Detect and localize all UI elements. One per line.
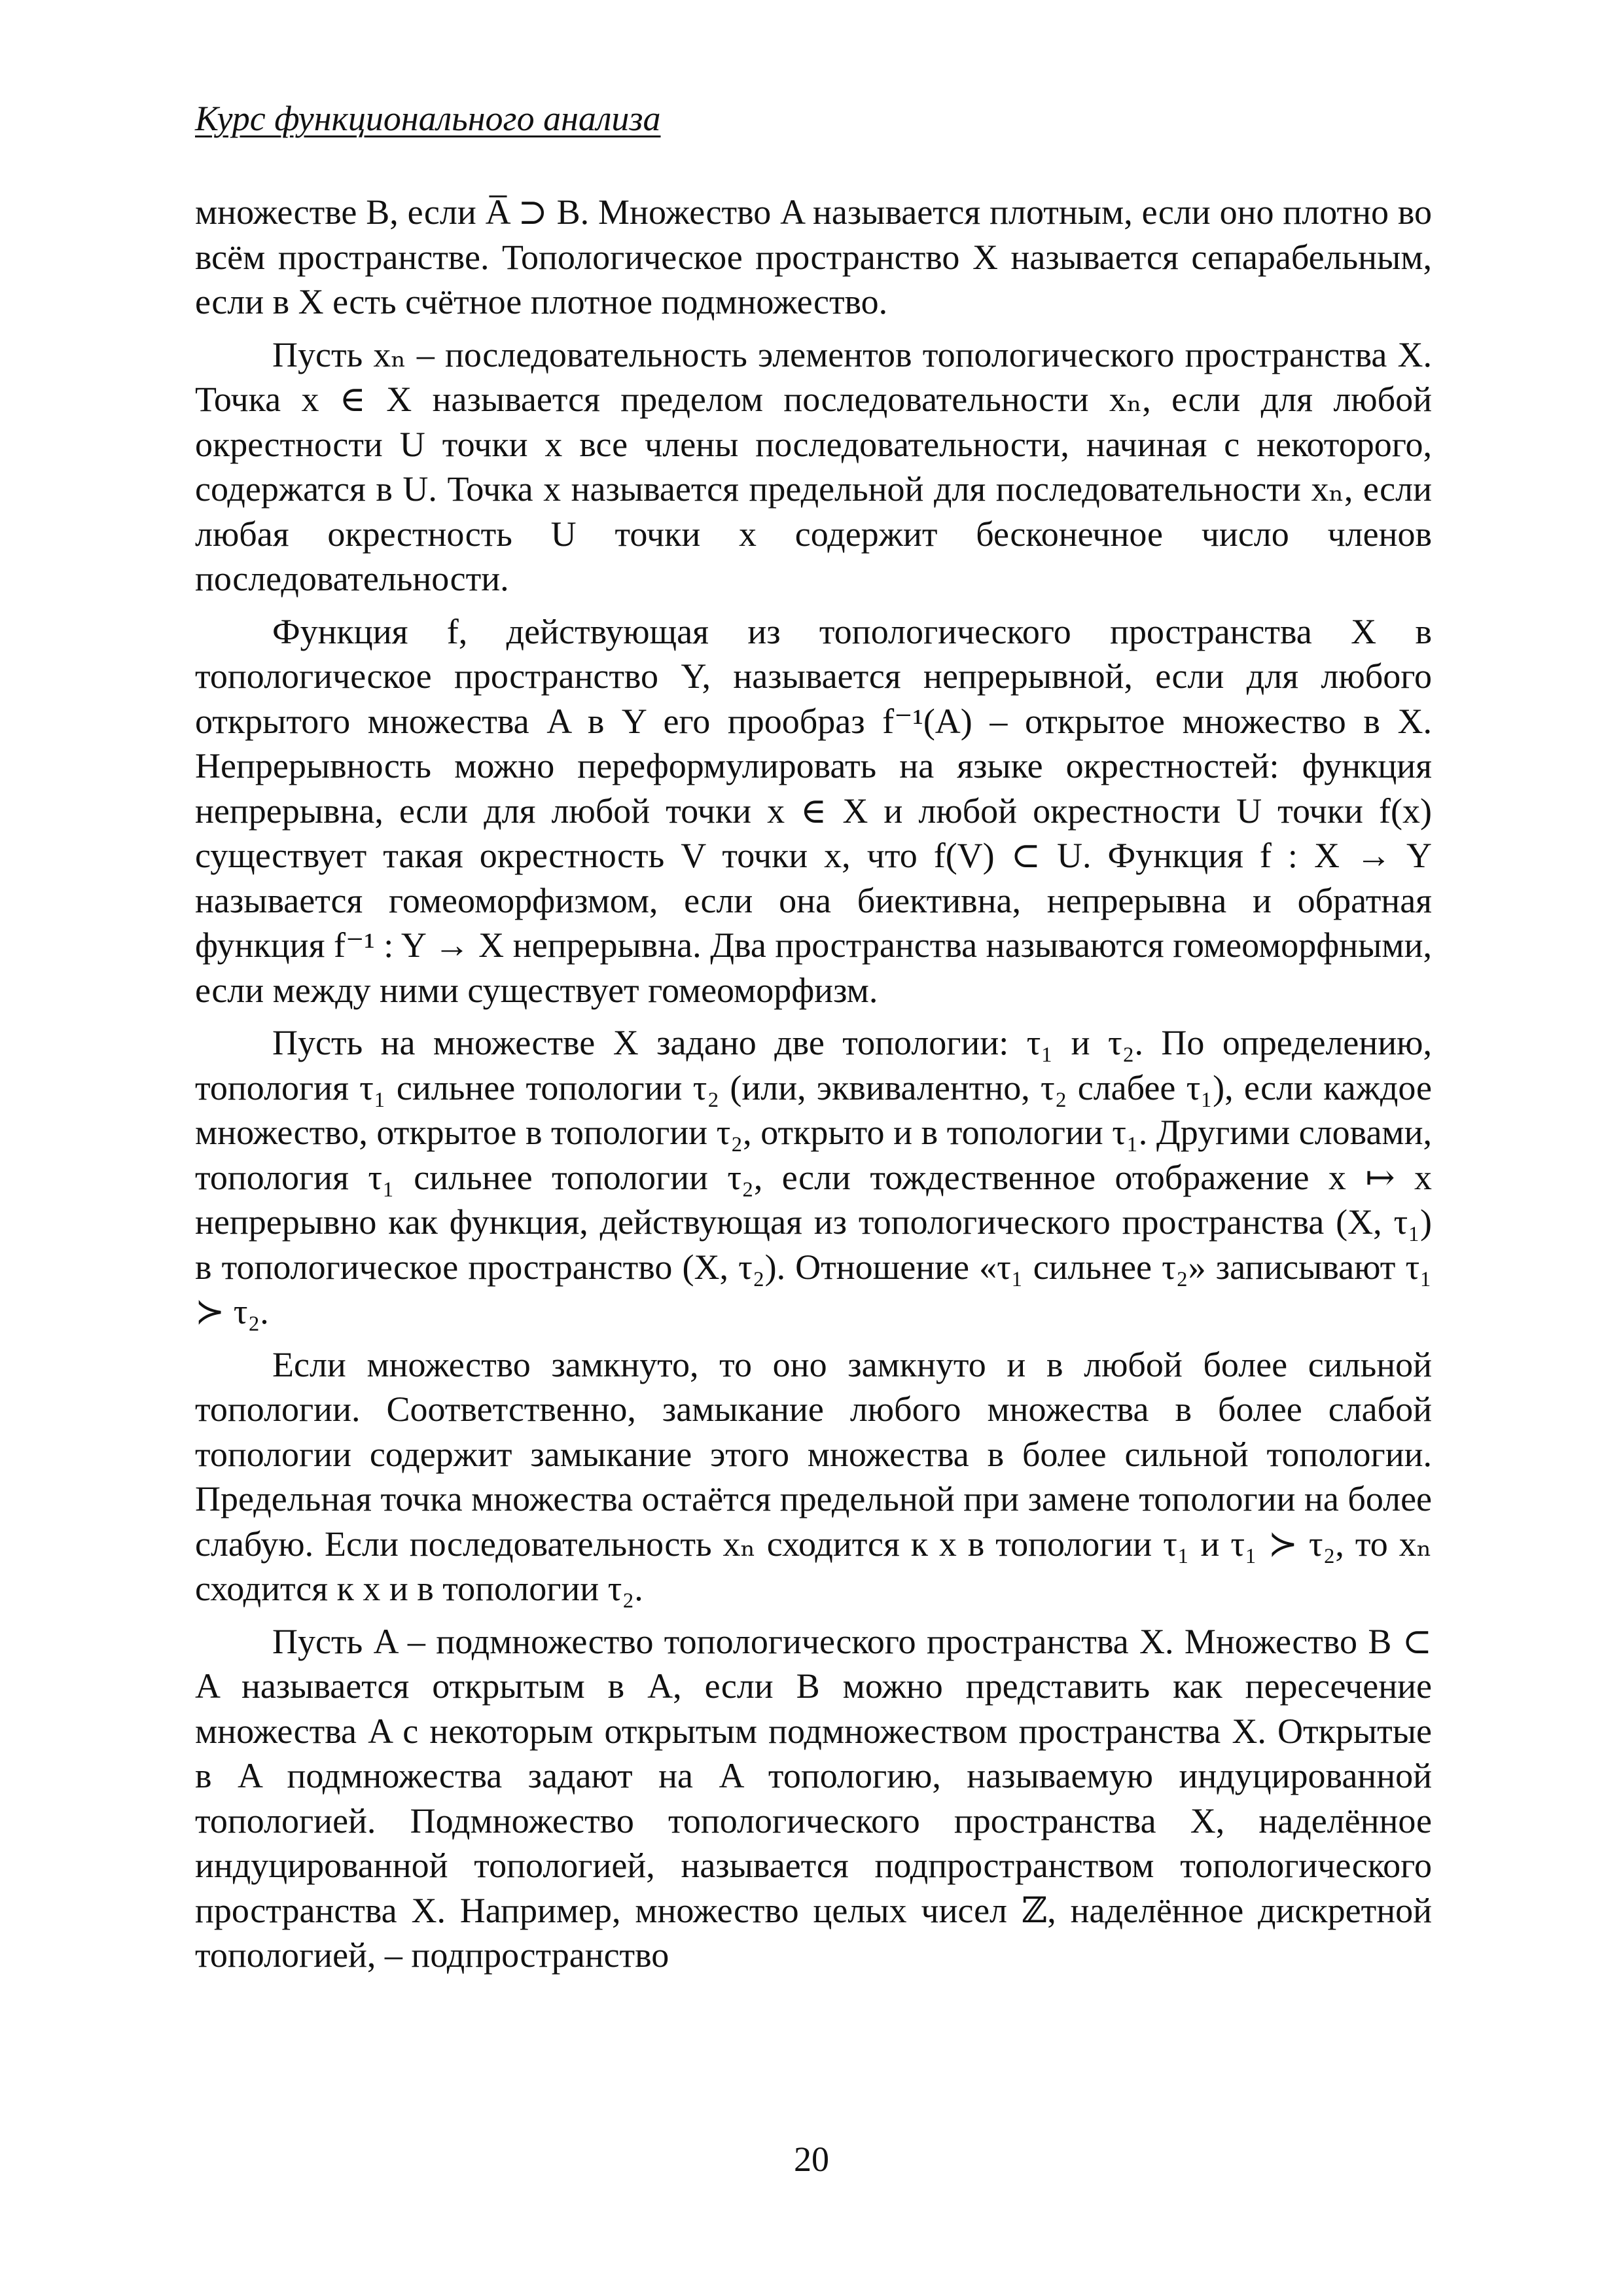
paragraph-5: Если множество замкнуто, то оно замкнуто и в любой более сильной топологии. Соответственно, замыкание любого множества в более слабой топологии содержит замыкание этого множества в более сильной топологии. Предельная точка множества остаётся предельной при замене топологии на более слабую. Если последовательность xₙ сходится к x в топологии τ₁ и τ₁ ≻ τ₂, то xₙ сходится к x и в топологии τ₂. (195, 1344, 1432, 1608)
paragraph-4: Пусть на множестве X задано две топологии: τ₁ и τ₂. По определению, топология τ₁ сильнее топологии τ₂ (или, эквивалентно, τ₂ слабее τ₁), если каждое множество, открытое в топологии τ₂, открыто и в топологии τ₁. Другими словами, топология τ₁ сильнее топологии τ₂, если тождественное отображение x ↦ x непрерывно как функция, действующая из топологического пространства (X, τ₁) в топологическое пространство (X, τ₂). Отношение «τ₁ сильнее τ₂» записывают τ₁ ≻ τ₂. (195, 1023, 1432, 1331)
paragraph-2: Пусть xₙ – последовательность элементов топологического пространства X. Точка x ∈ X называется пределом последовательности xₙ, если для любой окрестности U точки x все члены последовательности, начиная с некоторого, содержатся в U. Точка x называется предельной для последовательности xₙ, если любая окрестность U точки x содержит бесконечное число членов последовательности. (195, 334, 1432, 598)
running-header: Курс функционального анализа (195, 99, 661, 138)
page-number: 20 (794, 2140, 829, 2179)
paragraph-1: множестве B, если A̅ ⊃ B. Множество A называется плотным, если оно плотно во всём пространстве. Топологическое пространство X называется сепарабельным, если в X есть счётное плотное подмножество. (195, 192, 1432, 321)
paragraph-6: Пусть A – подмножество топологического пространства X. Множество B ⊂ A называется открытым в A, если B можно представить как пересечение множества A с некоторым открытым подмножеством пространства X. Открытые в A подмножества задают на A топологию, называемую индуцированной топологией. Подмножество топологического пространства X, наделённое индуцированной топологией, называется подпространством топологического пространства X. Например, множество целых чисел ℤ, наделённое дискретной топологией, – подпространство (195, 1621, 1432, 1975)
body-text (195, 190, 1432, 1978)
paragraph-3: Функция f, действующая из топологического пространства X в топологическое пространство Y, называется непрерывной, если для любого открытого множества A в Y его прообраз f⁻¹(A) – открытое множество в X. Непрерывность можно переформулировать на языке окрестностей: функция непрерывна, если для любой точки x ∈ X и любой окрестности U точки f(x) существует такая окрестность V точки x, что f(V) ⊂ U. Функция f : X → Y называется гомеоморфизмом, если она биективна, непрерывна и обратная функция f⁻¹ : Y → X непрерывна. Два пространства называются гомеоморфными, если между ними существует гомеоморфизм. (195, 611, 1432, 1010)
